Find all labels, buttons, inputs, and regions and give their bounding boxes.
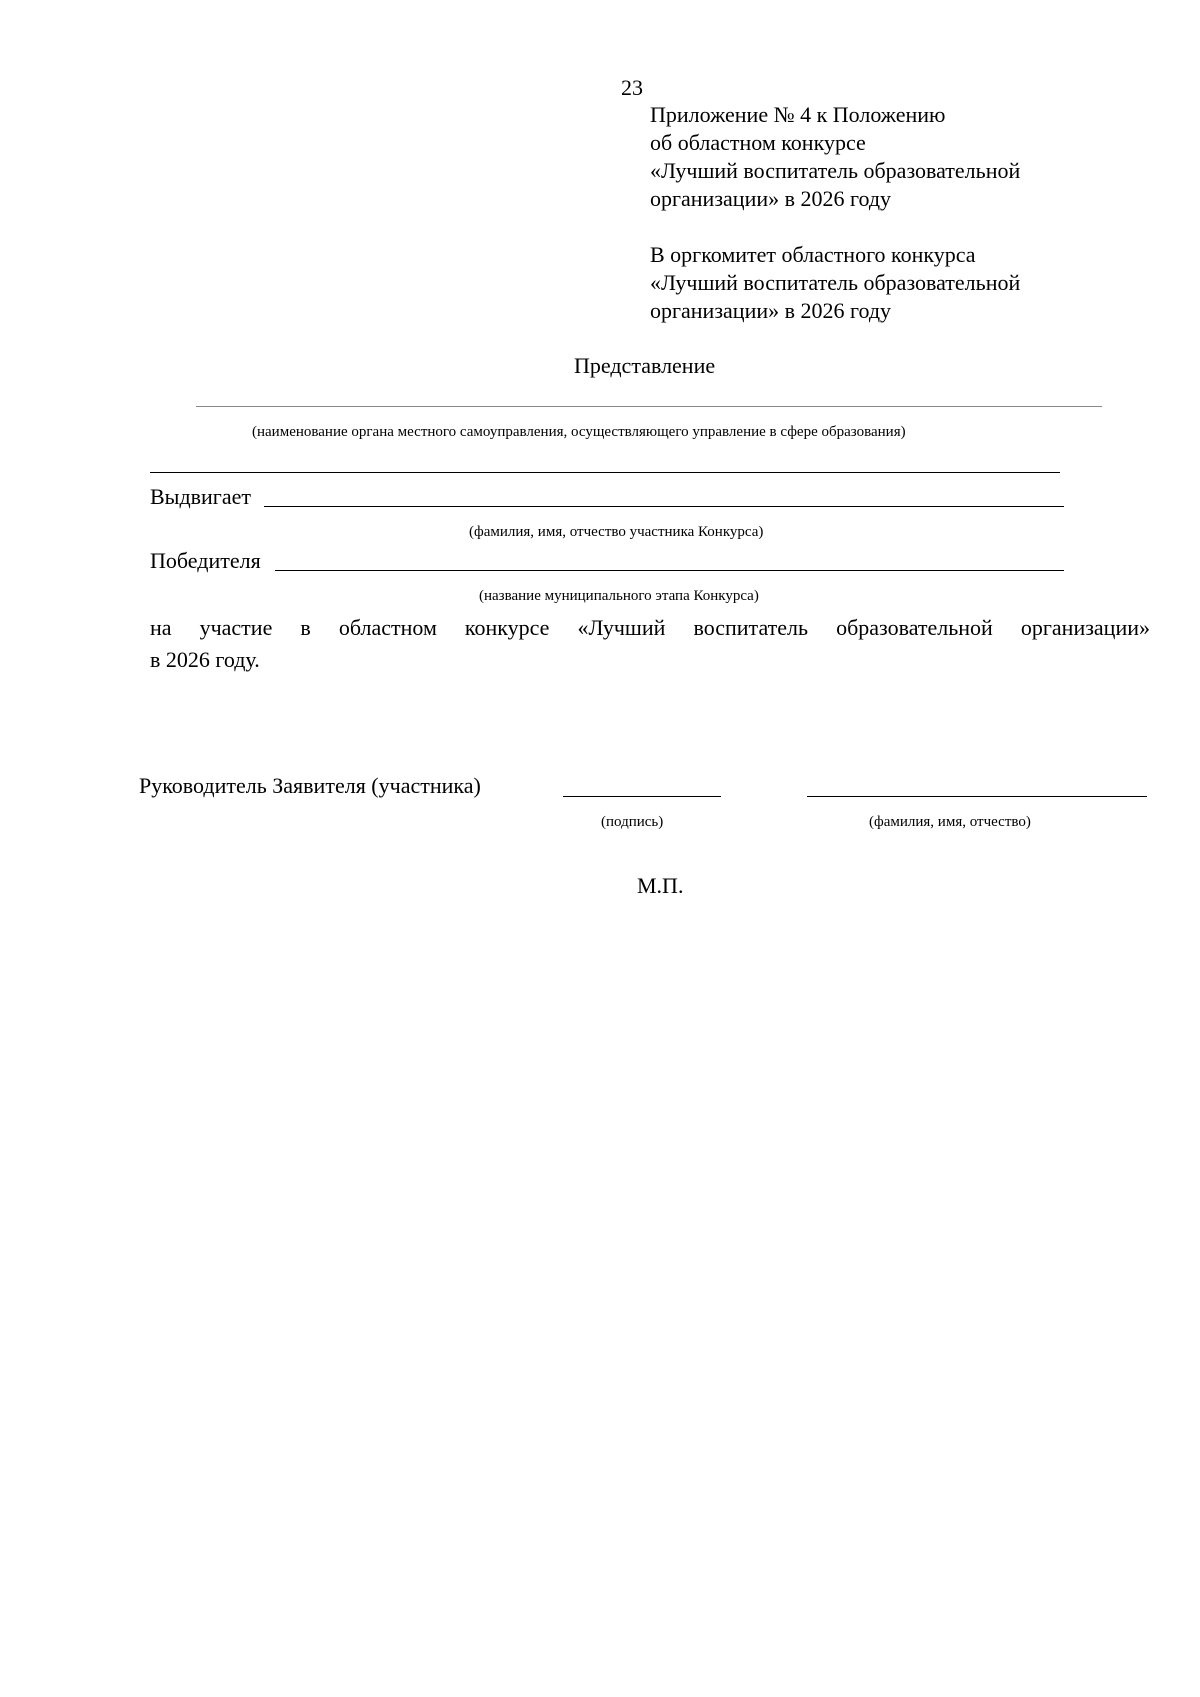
body-text-line-1: на участие в областном конкурсе «Лучший воспитатель образовательной организации» (150, 615, 1150, 640)
addressee-line: В оргкомитет областного конкурса (650, 242, 976, 267)
appendix-line: «Лучший воспитатель образовательной (650, 158, 1021, 183)
addressee-line: «Лучший воспитатель образовательной (650, 270, 1021, 295)
authority-caption: (наименование органа местного самоуправления, осуществляющего управление в сфере образования) (252, 424, 906, 440)
signature-caption: (подпись) (601, 814, 664, 830)
appendix-line: Приложение № 4 к Положению (650, 102, 946, 127)
signature-label: Руководитель Заявителя (участника) (139, 773, 481, 798)
document-title: Представление (574, 353, 716, 378)
authority-blank-line-2[interactable] (150, 472, 1060, 473)
signature-blank-line[interactable] (563, 796, 721, 797)
participant-caption: (фамилия, имя, отчество участника Конкурса) (469, 524, 764, 540)
appendix-header (650, 101, 1020, 213)
nominates-label: Выдвигает (150, 484, 251, 509)
addressee-line: организации» в 2026 году (650, 298, 892, 323)
full-name-blank-line[interactable] (807, 796, 1147, 797)
addressee-block (650, 241, 1020, 325)
appendix-line: организации» в 2026 году (650, 186, 892, 211)
body-text-line-2: в 2026 году. (150, 647, 260, 672)
full-name-caption: (фамилия, имя, отчество) (869, 814, 1031, 830)
winner-blank-line[interactable] (275, 570, 1064, 571)
appendix-line: об областном конкурсе (650, 130, 866, 155)
page-number: 23 (621, 75, 643, 100)
municipal-stage-caption: (название муниципального этапа Конкурса) (479, 588, 759, 604)
authority-blank-line[interactable] (196, 406, 1102, 407)
stamp-place: М.П. (637, 873, 684, 898)
winner-label: Победителя (150, 548, 261, 573)
nominates-blank-line[interactable] (264, 506, 1064, 507)
